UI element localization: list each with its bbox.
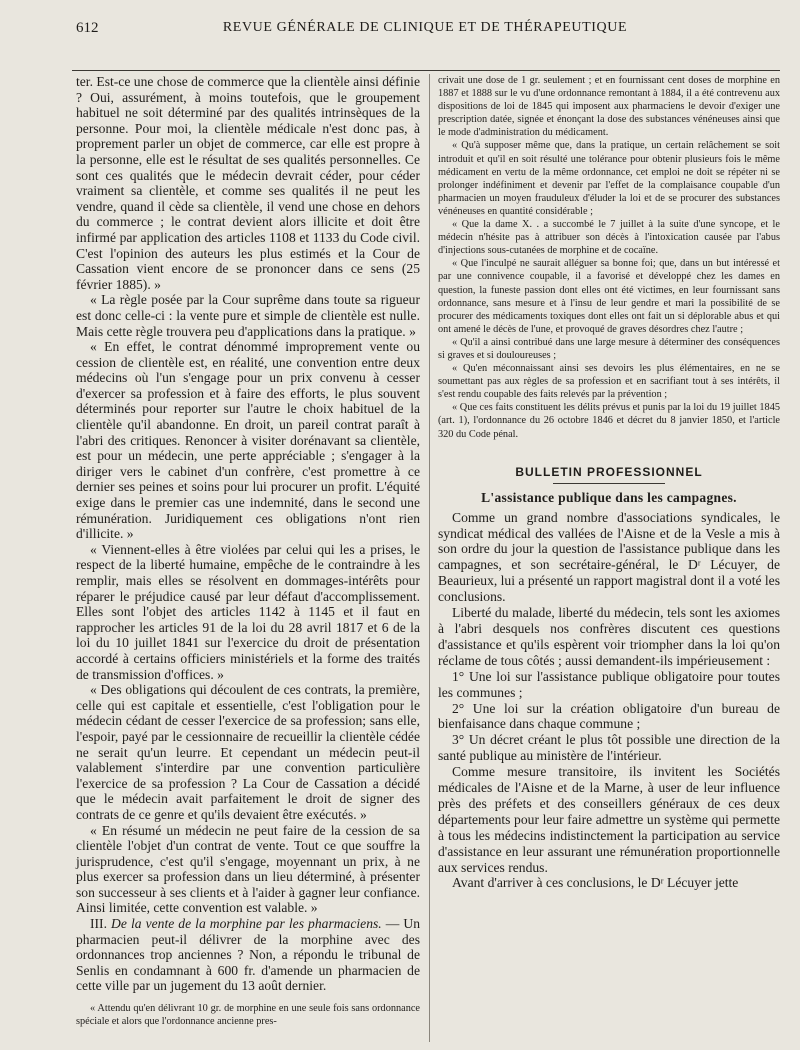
bulletin-paragraph: Avant d'arriver à ces conclusions, le Dʳ Lécuyer jette bbox=[452, 875, 739, 891]
bulletin-rule bbox=[553, 483, 665, 484]
column-divider bbox=[429, 74, 430, 1042]
left-quote: « Attendu qu'en délivrant 10 gr. de morphine en une seule fois sans ordonnance spéciale et alors que l'ordonnance ancienne pres- bbox=[76, 1003, 420, 1028]
judgment-paragraph: « Qu'en méconnaissant ainsi ses devoirs les plus élémentaires, en ne se soumettant pas aux règles de sa profession et en sacrifiant tout à ses intérêts, il s'est rendu coupable des faits relevés par la prévention ; bbox=[438, 363, 780, 401]
left-paragraph: « Viennent-elles à être violées par celui qui les a prises, le respect de la liberté humaine, empêche de le contraindre à les remplir, mais elles se résolvent en dommages-intérêts pour réparer le préjudice causé par leur défaut d'accomplissement. Elles sont l'objet des articles 1142 à 1145 et il faut en rapprocher les articles 91 de la loi du 28 avril 1817 et 6 de la loi du 10 juillet 1841 sur l'exercice du droit de présentation accordé à certains officiers ministériels et la forme des traités de transmission d'offices. » bbox=[76, 541, 420, 682]
bulletin-paragraph: 2° Une loi sur la création obligatoire d'un bureau de bienfaisance dans chaque commune ; bbox=[438, 700, 780, 732]
bulletin-paragraph: Comme un grand nombre d'associations syndicales, le syndicat médical des vallées de l'Aisne et de la Vesle a mis à son ordre du jour la question de l'assistance publique dans les campagnes, et son secrétaire-général, le Dʳ Lécuyer, de Beaurieux, lui a présenté un rapport magistral dont il a voté les conclusions. bbox=[438, 509, 781, 605]
left-paragraphs bbox=[76, 74, 420, 916]
section-iii-number: III. bbox=[90, 916, 107, 932]
bulletin-paragraph: Liberté du malade, liberté du médecin, tels sont les axiomes à l'abri desquels nos confrères discutent ces questions d'assistance et qu'ils espèrent voir triompher dans la loi qu'on réclame de tous côtés ; aussi demandent-ils impérieusement : bbox=[438, 605, 780, 668]
judgment-paragraph: « Que la dame X. . a succombé le 7 juillet à la suite d'une syncope, et le médecin n'hésite pas à attribuer son décès à l'intoxication causée par l'abus d'injections sous-cutanées de morphine et de cocaïne. bbox=[438, 219, 780, 257]
bulletin-heading: BULLETIN PROFESSIONNEL bbox=[515, 464, 703, 479]
left-paragraph: « Des obligations qui découlent de ces contrats, la première, celle qui est capitale et essentielle, c'est l'obligation pour le médecin cédant de cesser l'exercice de sa profession; sans elle, l'espoir, payé par le cessionnaire de recueillir la clientèle cédée ne serait qu'un leurre. Et cependant un médecin peut-il valablement s'interdire par une convention particulière l'exercice de sa profession ? La Cour de Cassation a décidé que le médecin avait parfaitement le droit de signer des contrats de ce genre et qu'ils devaient être exécutés. » bbox=[76, 682, 420, 822]
left-paragraph: « La règle posée par la Cour suprême dans toute sa rigueur est donc celle-ci : la vente pure et simple de clientèle est nulle. Mais cette règle trouvera peu d'applications dans la pratique. » bbox=[76, 292, 420, 339]
header-rule bbox=[72, 70, 780, 71]
running-title: REVUE GÉNÉRALE DE CLINIQUE ET DE THÉRAPEUTIQUE bbox=[222, 20, 628, 35]
judgment-paragraph: « Que l'inculpé ne saurait alléguer sa bonne foi; que, dans un but intéressé et par une connivence coupable, il a favorisé et développé chez les dames en question, la funeste passion dont elles ont été victimes, en leur fournissant sans ordonnance, sans mesure et à l'insu de leur gendre et mari la possibilité de se procurer des médicaments toxiques dont elles ont fait un si déplorable abus et qui ont amené le décès de l'une, et provoqué de graves désordres chez l'autre ; bbox=[438, 258, 780, 335]
bulletin-paragraphs bbox=[438, 510, 780, 892]
judgment-paragraph: crivait une dose de 1 gr. seulement ; et en fournissant cent doses de morphine en 1887 et 1888 sur le vu d'une ordonnance remontant à 1884, il a été contrevenu aux dispositions de loi de 1845 qui imposent aux pharmaciens le devoir d'exiger une prescription datée, signée et énonçant la dose des substances vénéneuses ainsi que le mode d'administration du médicament. bbox=[438, 75, 780, 139]
section-iii-title: De la vente de la morphine par les pharmaciens. bbox=[111, 916, 382, 932]
left-paragraph: « En effet, le contrat dénommé improprement vente ou cession de clientèle est, en réalité, une convention entre deux médecins où l'un s'engage pour un prix convenu à cesser d'exercer sa profession et à faire des efforts, le plus souvent déterminés pour reporter sur l'autre le choix habituel de la clientèle qu'il abandonne. En droit, un pareil contrat paraît à l'abri des critiques. Renoncer à visiter dorénavant sa clientèle, est pour un médecin, une perte appréciable ; s'engager à la diriger vers le cabinet d'un confrère, c'est promettre à ce dernier ses peines et soins pour lui procurer un profit. L'équité exige dans le premier cas une indemnité, dans le second une rémunération. Juridiquement ces obligations n'ont rien d'illicite. » bbox=[76, 339, 420, 542]
left-paragraph: « En résumé un médecin ne peut faire de la cession de sa clientèle l'objet d'un contrat de vente. Tout ce que souffre la jurisprudence, c'est qu'il s'engage, moyennant un prix, à ne plus exercer sa profession dans un lieu déterminé, à présenter son successeur à ses clients et à l'aider à gagner leur confiance. Ainsi limitée, cette convention est valable. » bbox=[76, 822, 420, 916]
bulletin-subheading: L'assistance publique dans les campagnes. bbox=[481, 489, 737, 505]
right-column bbox=[438, 74, 780, 891]
left-paragraph: ter. Est-ce une chose de commerce que la clientèle ainsi définie ? Oui, assurément, à moins toutefois, que le groupement habituel ne soit déterminé par des qualités intrinsèques de la personne. Pour moi, la clientèle médicale n'est donc pas, à proprement parler un objet de commerce, car elle est propre à la personne, elle est le résultat de ses qualités personnelles. Ce sont ces qualités que le médecin devrait céder, pour céder vraiment sa clientèle, et comme ses qualités il ne peut les vendre, quand il cède sa clientèle, il vend une chose en dehors du commerce ; le contrat devient alors illicite et doit être infirmé par application des articles 1108 et 1133 du Code civil. C'est l'opinion des auteurs les plus estimés et la Cour de Cassation vient encore de se prononcer dans ce sens (25 février 1885). » bbox=[76, 74, 420, 292]
page-number: 612 bbox=[76, 20, 99, 36]
section-iii bbox=[76, 916, 420, 994]
bulletin-paragraph: 1° Une loi sur l'assistance publique obligatoire pour toutes les communes ; bbox=[438, 668, 780, 700]
judgment-quotes bbox=[438, 74, 780, 441]
judgment-paragraph: « Que ces faits constituent les délits prévus et punis par la loi du 19 juillet 1845 (art. 1), l'ordonnance du 26 octobre 1846 et décret du 8 janvier 1850, et l'article 320 du Code pénal. bbox=[438, 402, 780, 440]
page-header bbox=[70, 14, 780, 40]
bulletin-paragraph: 3° Un décret créant le plus tôt possible une direction de la santé publique au ministère de l'intérieur. bbox=[438, 732, 780, 764]
judgment-paragraph: « Qu'il a ainsi contribué dans une large mesure à déterminer des conséquences si graves et si douloureuses ; bbox=[438, 336, 780, 361]
bulletin-paragraph: Comme mesure transitoire, ils invitent les Sociétés médicales de l'Aisne et de la Marne, à user de leur influence près des préfets et des conseillers généraux de ces deux départements pour leur faire admettre un système qui permette à tous les médecins indistinctement la participation au service d'assistance en leur assurant une rémunération proportionnelle aux services rendus. bbox=[438, 764, 780, 875]
left-column bbox=[76, 74, 420, 1028]
section-iii-body: — Un pharmacien peut-il délivrer de la morphine avec des ordonnances trop anciennes ? Non, a répondu le tribunal de Senlis en condamnant à 600 fr. d'amende un pharmacien de cette ville par un jugement du 13 août dernier. bbox=[76, 916, 420, 994]
judgment-paragraph: « Qu'à supposer même que, dans la pratique, un certain relâchement se soit introduit et qu'il en soit résulté une tolérance pour obtenir plusieurs fois le même médicament en vertu de la même ordonnance, cet emploi ne doit se répéter ni se prolonger indéfiniment et devenir par l'effet de la complaisance coupable d'un pharmacien un moyen frauduleux d'éluder la loi et de se procurer des substances vénéneuses en quantité considérable ; bbox=[438, 140, 780, 217]
